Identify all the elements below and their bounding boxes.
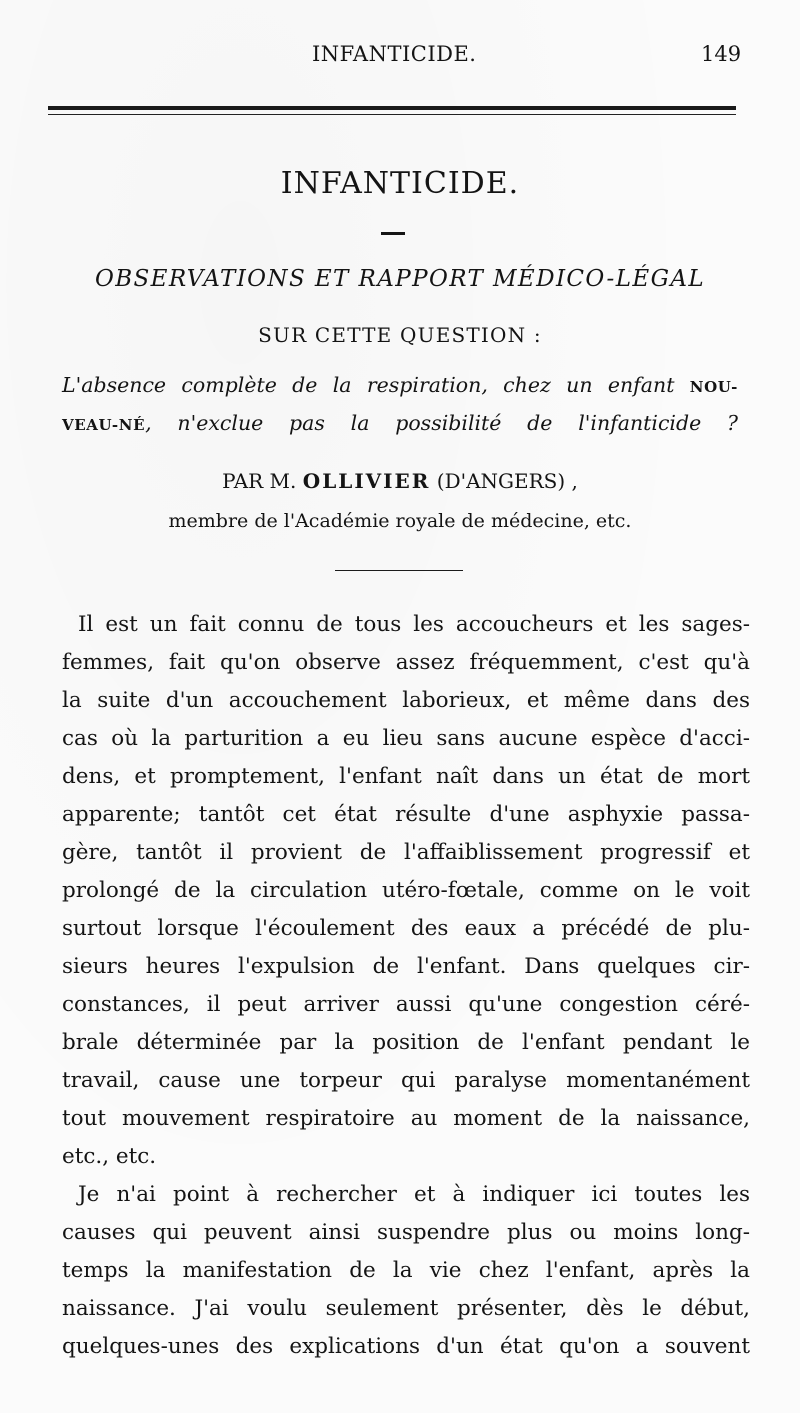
body-line: cas où la parturition a eu lieu sans aucune espèce d'acci-: [62, 726, 750, 751]
body-line: sieurs heures l'expulsion de l'enfant. Dans quelques cir-: [62, 954, 750, 979]
body-line: gère, tantôt il provient de l'affaiblissement progressif et: [62, 840, 750, 865]
body-line: surtout lorsque l'écoulement des eaux a précédé de plu-: [62, 916, 750, 941]
body-line: apparente; tantôt cet état résulte d'une asphyxie passa-: [62, 802, 750, 827]
body-line: quelques-unes des explications d'un état qu'on a souvent: [62, 1334, 750, 1359]
question-line-1: [62, 366, 738, 406]
header-rule-thick: [48, 106, 736, 110]
body-line: travail, cause une torpeur qui paralyse momentanément: [62, 1068, 750, 1093]
body-line: la suite d'un accouchement laborieux, et même dans des: [62, 688, 750, 713]
body-line: femmes, fait qu'on observe assez fréquemment, c'est qu'à: [62, 650, 750, 675]
question-line-2-smallcaps: VEAU-NÉ: [62, 416, 146, 434]
body-line: Il est un fait connu de tous les accoucheurs et les sages-: [78, 612, 750, 637]
body-line: temps la manifestation de la vie chez l'enfant, après la: [62, 1258, 750, 1283]
body-line: prolongé de la circulation utéro-fœtale, comme on le voit: [62, 878, 750, 903]
question-line-2: [62, 404, 738, 444]
question-line-1-text: L'absence complète de la respiration, chez un enfant: [62, 373, 690, 397]
article-title: INFANTICIDE.: [280, 166, 520, 201]
body-line: brale déterminée par la position de l'enfant pendant le: [62, 1030, 750, 1055]
byline-suffix: (D'ANGERS) ,: [436, 469, 578, 493]
body-line: tout mouvement respiratoire au moment de la naissance,: [62, 1106, 750, 1131]
body-line: dens, et promptement, l'enfant naît dans un état de mort: [62, 764, 750, 789]
byline-prefix: PAR M.: [222, 469, 297, 493]
byline: [0, 469, 800, 493]
question-line-1-smallcaps: NOU-: [689, 378, 738, 396]
running-head: [0, 42, 800, 72]
header-rule-thin: [48, 114, 736, 115]
running-head-title: INFANTICIDE.: [312, 42, 477, 66]
byline-author: OLLIVIER: [302, 469, 431, 493]
author-affiliation: membre de l'Académie royale de médecine, etc.: [168, 510, 632, 532]
question-line-2-text: , n'exclue pas la possibilité de l'infanticide ?: [145, 411, 738, 435]
title-dash: [381, 232, 405, 235]
section-separator: [335, 570, 463, 571]
article-subtitle-line2: SUR CETTE QUESTION :: [258, 323, 542, 347]
body-line: etc., etc.: [62, 1144, 157, 1169]
body-line: Je n'ai point à rechercher et à indiquer ici toutes les: [78, 1182, 750, 1207]
body-line: constances, il peut arriver aussi qu'une congestion céré-: [62, 992, 750, 1017]
article-subtitle: OBSERVATIONS ET RAPPORT MÉDICO-LÉGAL: [94, 266, 706, 292]
page-number: 149: [701, 42, 742, 66]
body-line: naissance. J'ai voulu seulement présenter, dès le début,: [62, 1296, 750, 1321]
body-line: causes qui peuvent ainsi suspendre plus ou moins long-: [62, 1220, 750, 1245]
